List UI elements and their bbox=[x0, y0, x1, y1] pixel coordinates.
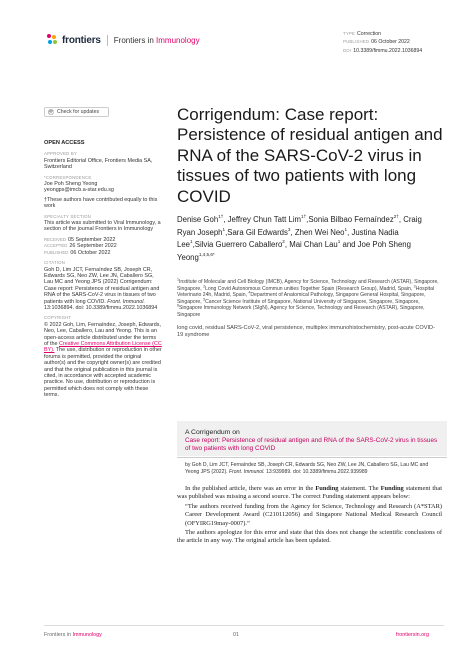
author-name[interactable]: Justina Nadia Lee bbox=[177, 227, 399, 250]
author-separator: , bbox=[284, 240, 290, 250]
author-separator: , bbox=[306, 215, 309, 224]
author-affiliation-marker: 2† bbox=[393, 214, 399, 219]
article-title: Corrigendum: Case report: Persistence of residual antigen and RNA of the SARS-CoV-2 virus in tissues of two patients with long COVID bbox=[177, 105, 443, 206]
body-paragraph: In the published article, there was an error in the Funding statement. The Funding statement that was published was missing a second source. The correct Funding statement appears below: bbox=[177, 485, 442, 501]
affiliation-text: Long Covid Autonomous Commun unities Together Spain (Research Group), Madrid, Spain, bbox=[205, 285, 414, 292]
author-name[interactable]: Mai Chan Lau bbox=[289, 240, 338, 250]
author-list bbox=[177, 214, 437, 264]
footer-site-link[interactable]: frontiersin.org bbox=[396, 632, 429, 638]
check-updates-label: Check for updates bbox=[57, 108, 100, 115]
affiliation-text: Cancer Science Institute of Singapore, National University of Singapore, Singapore, Singapore, bbox=[205, 298, 420, 305]
specialty-text: This article was submitted to Viral Immunology, a section of the journal Frontiers in Immunology bbox=[44, 220, 161, 233]
author-affiliation-marker: 1† bbox=[301, 214, 307, 219]
corrigendum-citation: by Goh D, Lim JCT, Fernaíndez SB, Joseph CR, Edwards SG, Neo ZW, Lee JN, Caballero SG, Lau MC and Yeong JPS (2022). Front. Immunol. 13:939989. doi: 10.3389/fimmu.2022.939989 bbox=[185, 462, 429, 475]
affiliation-number: 5 bbox=[203, 297, 206, 302]
frontiers-logo-icon bbox=[47, 34, 59, 46]
affiliation-text: Institute of Molecular and Cell Biology (IMCB), Agency for Science, Technology and Research (ASTAR), Singapore, Singapore, bbox=[177, 279, 439, 292]
author-affiliation-marker: 3 bbox=[287, 226, 291, 232]
header-divider bbox=[107, 35, 108, 46]
corrigendum-divider bbox=[177, 457, 447, 458]
copyright-text: © 2022 Goh, Lim, Fernaíndez, Joseph, Edwards, Neo, Lee, Caballero, Lau and Yeong. This is an open-access article distributed under the terms of the Creative Commons Attribution License (CC BY). The use, distribution or reproduction in other forums is permitted, provided the original author(s) and the copyright owner(s) are credited and that the original publication in this journal is cited, in accordance with accepted academic practice. No use, distribution or reproduction is permitted which does not comply with these terms. bbox=[44, 321, 162, 399]
correspondence-email[interactable]: yeongps@imcb.a-star.edu.sg bbox=[44, 187, 114, 194]
meta-type: TYPE Correction bbox=[343, 31, 381, 37]
author-separator: , bbox=[290, 227, 295, 237]
affiliation-number: 2 bbox=[203, 284, 206, 289]
author-affiliation-marker: 1 bbox=[222, 226, 226, 232]
body-paragraph: The authors apologize for this error and state that this does not change the scientific conclusions of the article in any way. The original article has been updated. bbox=[177, 529, 442, 545]
author-affiliation-marker: 1 bbox=[337, 239, 341, 245]
author-name[interactable]: Sara Gil Edwards bbox=[227, 227, 288, 237]
page-header bbox=[0, 0, 474, 54]
author-name[interactable]: and Joe Poh Sheng Yeong bbox=[177, 240, 411, 262]
copyright-label: COPYRIGHT bbox=[44, 315, 72, 321]
approved-by-label: APPROVED BY bbox=[44, 151, 78, 157]
correspondence-name: Joe Poh Sheng Yeong bbox=[44, 181, 98, 188]
affiliation-number: 3 bbox=[413, 284, 416, 289]
footer-journal: Frontiers in Immunology bbox=[44, 632, 102, 638]
author-name[interactable]: Jeffrey Chun Tatt Lim bbox=[227, 215, 302, 224]
author-name[interactable]: Silvia Guerrero Caballero bbox=[194, 240, 283, 250]
frontiers-logo[interactable] bbox=[47, 34, 200, 46]
author-separator: , bbox=[347, 227, 352, 237]
affiliation-text: Singapore Immunology Network (SIgN), Agency for Science, Technology and Research (ASTAR), Singapore, Singapore bbox=[177, 305, 425, 318]
meta-doi: DOI 10.3389/fimmu.2022.1036894 bbox=[343, 47, 423, 54]
affiliation-number: 6 bbox=[177, 303, 179, 308]
keywords: long covid, residual SARS-CoV-2, viral persistence, multiplex immunohistochemistry, post-acute COVID-19 syndrome bbox=[177, 325, 435, 339]
open-access-label: OPEN ACCESS bbox=[44, 140, 85, 146]
corrigendum-heading: A Corrigendum on bbox=[185, 429, 240, 436]
footer-divider bbox=[44, 625, 444, 626]
funding-quote: “The authors received funding from the Agency for Science, Technology and Research (A*STAR) Career Development Award (C210112056) and Singapore National Medical Research Council (OFYIRG19may-0007).” bbox=[185, 502, 442, 527]
affiliations bbox=[177, 279, 439, 319]
citation-text: Goh D, Lim JCT, Fernaíndez SB, Joseph CR, Edwards SG, Neo ZW, Lee JN, Caballero SG, Lau MC and Yeong JPS (2022) Corrigendum: Case report: Persistence of residual antigen and RNA of the SARS-CoV-2 virus in tissues of two patients with long COVID. Front. Immunol. 13:1036894. doi: 10.3389/fimmu.2022.1036894 bbox=[44, 266, 160, 311]
author-separator: , bbox=[398, 215, 404, 224]
author-name[interactable]: Sonia Bilbao Fernaíndez bbox=[308, 215, 394, 224]
author-separator: , bbox=[192, 240, 195, 250]
sidebar bbox=[44, 107, 162, 399]
author-affiliation-marker: 2 bbox=[282, 239, 285, 245]
article-body bbox=[177, 485, 442, 547]
brand-wordmark: frontiers bbox=[62, 34, 101, 46]
author-affiliation-marker: 1,4,5,6* bbox=[198, 251, 215, 257]
journal-title: Frontiers in Immunology bbox=[113, 35, 200, 45]
author-name[interactable]: Craig Ryan Joseph bbox=[177, 215, 422, 237]
citation-label: CITATION bbox=[44, 260, 66, 266]
corrigendum-article-link[interactable]: Case report: Persistence of residual antigen and RNA of the SARS-CoV-2 virus in tissues of two patients with long COVID bbox=[185, 437, 438, 452]
check-icon bbox=[48, 109, 54, 115]
approved-by-text: Frontiers Editorial Office, Frontiers Media SA, Switzerland bbox=[44, 157, 153, 171]
author-separator: , bbox=[223, 215, 228, 224]
article-dates: RECEIVED 05 September 2022 ACCEPTED 26 September 2022 PUBLISHED 06 October 2022 bbox=[44, 236, 117, 256]
cc-by-license-link[interactable]: Creative Commons Attribution License (CC BY). bbox=[44, 340, 162, 354]
author-affiliation-marker: 1 bbox=[190, 239, 193, 245]
affiliation-number: 4 bbox=[248, 290, 251, 295]
specialty-label: SPECIALTY SECTION bbox=[44, 213, 91, 219]
author-affiliation-marker: 1 bbox=[344, 226, 348, 232]
correspondence-label: *CORRESPONDENCE bbox=[44, 174, 92, 180]
meta-published: PUBLISHED 06 October 2022 bbox=[343, 39, 410, 46]
author-name[interactable]: Denise Goh bbox=[177, 215, 219, 224]
check-for-updates-button[interactable] bbox=[44, 107, 109, 117]
author-affiliation-marker: 1† bbox=[218, 214, 224, 219]
page-number: 01 bbox=[233, 632, 239, 638]
affiliation-text: Department of Anatomical Pathology, Singapore General Hospital, Singapore, Singapore, bbox=[177, 292, 426, 305]
affiliation-number: 1 bbox=[177, 277, 179, 282]
article-meta bbox=[343, 30, 422, 55]
affiliation-text: Hospital Veterinario 24h, Madrid, Spain, bbox=[177, 285, 435, 299]
equal-contribution-note: †These authors have contributed equally to this work bbox=[44, 196, 158, 210]
author-name[interactable]: Zhen Wei Neo bbox=[294, 227, 345, 237]
author-separator: , bbox=[225, 227, 228, 237]
